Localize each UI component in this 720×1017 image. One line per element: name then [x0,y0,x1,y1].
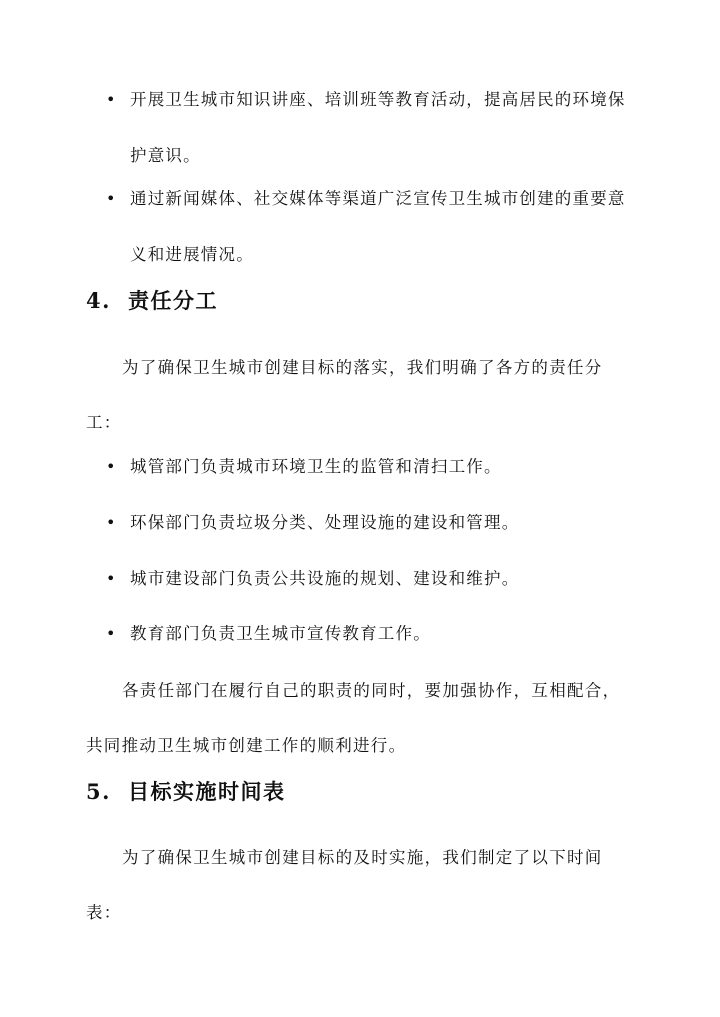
list-item-text: 开展卫生城市知识讲座、培训班等教育活动，提高居民的环境保护意识。 [130,90,626,165]
bullet-icon: • [106,624,116,643]
list-item-text: 通过新闻媒体、社交媒体等渠道广泛宣传卫生城市创建的重要意义和进展情况。 [130,189,626,264]
bullet-icon: • [106,569,116,588]
list-item [106,86,626,166]
section-intro-paragraph: 为了确保卫生城市创建目标的落实，我们明确了各方的责任分工： [86,358,603,432]
section-heading-4 [86,286,218,316]
section-title: 责任分工 [128,288,218,313]
section-number: 5. [86,779,111,804]
section-title: 目标实施时间表 [128,779,286,804]
section-heading-5 [86,777,286,807]
section-number: 4. [86,288,111,313]
list-item-text: 教育部门负责卫生城市宣传教育工作。 [130,624,431,643]
section-intro-paragraph: 为了确保卫生城市创建目标的及时实施，我们制定了以下时间表： [86,848,603,922]
bullet-icon: • [106,90,116,109]
bullet-icon: • [106,189,116,208]
list-item-text: 环保部门负责垃圾分类、处理设施的建设和管理。 [130,513,520,532]
list-item-text: 城管部门负责城市环境卫生的监管和清扫工作。 [130,457,502,476]
bullet-icon: • [106,513,116,532]
list-item-text: 城市建设部门负责公共设施的规划、建设和维护。 [130,569,520,588]
bullet-icon: • [106,457,116,476]
list-item [106,185,626,265]
section-closing-paragraph: 各责任部门在履行自己的职责的同时，要加强协作，互相配合，共同推动卫生城市创建工作的顺利进行。 [86,681,621,755]
